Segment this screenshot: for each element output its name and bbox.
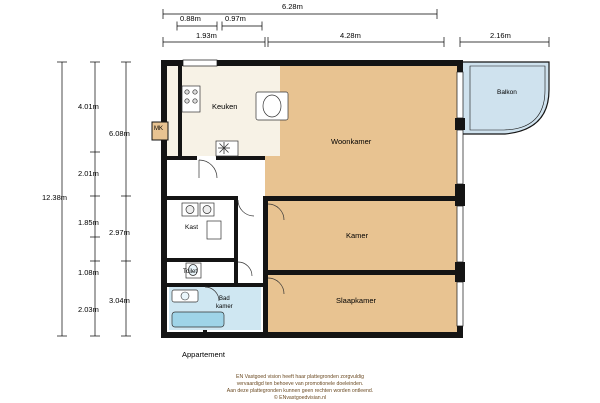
footer-line-2: vervaardigd ten behoeve van promotionele doeleinden. [236, 381, 364, 387]
room-label-kast: Kast [185, 224, 199, 231]
footer-line-1: EN Vastgoed vision heeft haar plattegronden zorgvuldig [236, 374, 364, 380]
room-label-keuken: Keuken [212, 102, 238, 111]
dim-left-col3-1: 2.97m [109, 228, 130, 237]
bathroom-fixtures [169, 287, 261, 330]
room-label-mk: MK [154, 126, 163, 132]
balcony-shape [462, 62, 549, 134]
footer-line-3: Aan deze plattegronden kunnen geen rechten worden ontleend. [226, 388, 374, 394]
dim-left-col2-2: 1.85m [78, 218, 99, 227]
dim-left-col2-4: 2.03m [78, 305, 99, 314]
dim-row2-left: 1.93m [196, 31, 217, 40]
dim-left-col2-0: 4.01m [78, 102, 99, 111]
room-label-slaapkamer: Slaapkamer [336, 296, 377, 305]
dim-top-small-1: 0.88m [180, 14, 201, 23]
room-label-kamer: Kamer [346, 231, 369, 240]
page-title: Appartement [182, 350, 225, 359]
room-label-badkamer-line2: kamer [216, 304, 233, 310]
dim-left-outer: 12.38m [42, 193, 68, 202]
footer-line-4: © ENvastgoedvisian.nl [273, 395, 327, 401]
room-label-woonkamer: Woonkamer [331, 137, 372, 146]
dim-left-col3-2: 3.04m [109, 296, 130, 305]
dim-top-outer: 6.28m [282, 2, 303, 11]
dim-left-col3-0: 6.08m [109, 129, 130, 138]
dim-left-col2-3: 1.08m [78, 268, 99, 277]
dim-top-small-2: 0.97m [225, 14, 246, 23]
room-label-toilet: Toilet [183, 269, 198, 275]
dim-row2-right: 2.16m [490, 31, 511, 40]
room-label-badkamer-line1: Bad [219, 296, 230, 302]
dim-row2-mid: 4.28m [340, 31, 361, 40]
room-label-balkon: Balkon [497, 89, 517, 96]
dim-left-col2-1: 2.01m [78, 169, 99, 178]
top-dimension-lines [163, 9, 549, 47]
